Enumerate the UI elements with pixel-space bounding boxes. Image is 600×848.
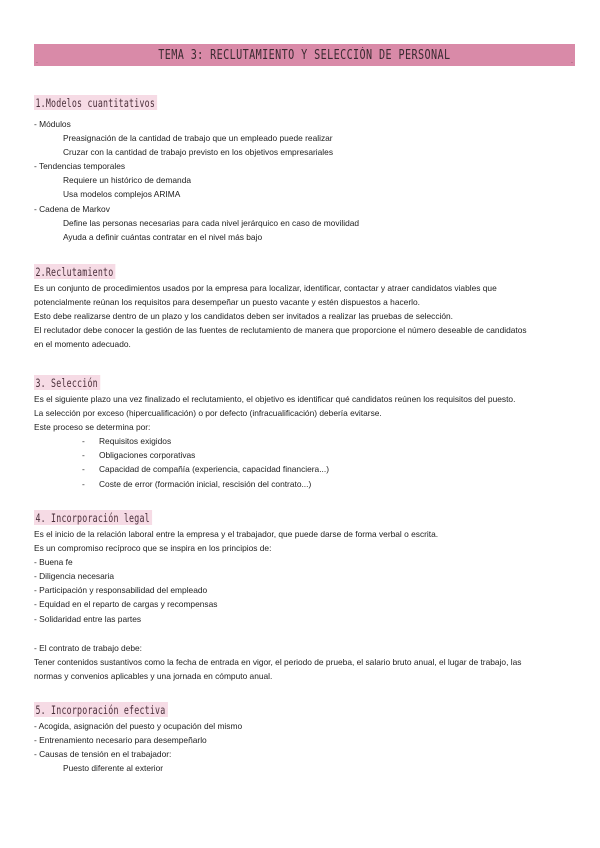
title-dot-left: .	[36, 58, 38, 65]
text-line: Esto debe realizarse dentro de un plazo y los candidatos deben ser invitados a realizar las pruebas de selección.	[34, 311, 454, 322]
section-incorporacion-efectiva	[34, 701, 220, 719]
section-contrato	[34, 641, 521, 683]
text-line: Es un conjunto de procedimientos usados por la empresa para localizar, identificar, contactar y atraer candidatos viables que	[34, 283, 497, 293]
text-line: - Equidad en el reparto de cargas y recompensas	[34, 599, 218, 610]
section-heading: 1.Modelos cuantitativos	[34, 95, 157, 110]
section-incorporacion-legal-body	[34, 527, 438, 626]
section-heading: 4. Incorporación legal	[34, 510, 152, 525]
list-item: - Coste de error (formación inicial, rescisión del contrato...)	[34, 477, 515, 491]
text-line: Ayuda a definir cuántas contratar en el nivel más bajo	[63, 231, 263, 242]
text-line: El reclutador debe conocer la gestión de las fuentes de reclutamiento de manera que proporcione el número deseable de candidatos	[34, 325, 527, 336]
text-line: Es un compromiso recíproco que se inspira en los principios de:	[34, 543, 272, 554]
text-line: Preasignación de la cantidad de trabajo que un empleado puede realizar	[63, 133, 333, 144]
section-modelos	[34, 94, 205, 112]
text-line: - Buena fe	[34, 557, 73, 568]
text-line: - Participación y responsabilidad del empleado	[34, 585, 208, 596]
text-line: Puesto diferente al exterior	[63, 763, 164, 774]
page-title: TEMA 3: RECLUTAMIENTO Y SELECCIÓN DE PERSONAL	[158, 47, 451, 63]
list-item: - Obligaciones corporativas	[34, 448, 515, 462]
text-line: Requiere un histórico de demanda	[63, 175, 192, 186]
section-heading: 3. Selección	[34, 375, 100, 390]
text-line: - Causas de tensión en el trabajador:	[34, 749, 172, 760]
title-bar	[34, 44, 575, 66]
section-seleccion-body	[34, 392, 515, 491]
text-line: - Cadena de Markov	[34, 203, 110, 214]
list-item-text: Coste de error (formación inicial, rescisión del contrato...)	[99, 478, 312, 489]
text-line: normas y convenios aplicables y una jornada en cómputo anual.	[34, 671, 273, 682]
section-reclutamiento-body	[34, 281, 527, 351]
text-line: Cruzar con la cantidad de trabajo previsto en los objetivos empresariales	[63, 147, 334, 158]
text-line: - Diligencia necesaria	[34, 571, 115, 582]
list-item-text: Requisitos exigidos	[99, 436, 172, 447]
list-item: - Capacidad de compañía (experiencia, capacidad financiera...)	[34, 462, 515, 476]
section-reclutamiento	[34, 263, 147, 281]
section-heading: 5. Incorporación efectiva	[34, 702, 168, 717]
text-line: Tener contenidos sustantivos como la fecha de entrada en vigor, el periodo de prueba, el salario bruto anual, el lugar de trabajo, las	[34, 657, 522, 668]
text-line: - Acogida, asignación del puesto y ocupación del mismo	[34, 721, 243, 731]
text-line: La selección por exceso (hipercualificación) o por defecto (infracualificación) debería evitarse.	[34, 408, 382, 419]
section-modelos-body	[34, 117, 359, 244]
text-line: Este proceso se determina por:	[34, 422, 151, 433]
list-item-text: Obligaciones corporativas	[99, 450, 196, 461]
text-line: potencialmente reúnan los requisitos para desempeñar un puesto vacante y estén dispuestos a hacerlo.	[34, 297, 420, 308]
text-line: - Entrenamiento necesario para desempeñarlo	[34, 735, 207, 746]
list-item: - Requisitos exigidos	[34, 434, 515, 448]
section-heading: 2.Reclutamiento	[34, 264, 116, 279]
text-line: - Tendencias temporales	[34, 161, 126, 172]
text-line: - El contrato de trabajo debe:	[34, 643, 143, 653]
text-line: en el momento adecuado.	[34, 339, 131, 350]
section-incorporacion-efectiva-body	[34, 719, 242, 775]
text-line: Define las personas necesarias para cada nivel jerárquico en caso de movilidad	[63, 217, 360, 228]
text-line: Es el inicio de la relación laboral entre la empresa y el trabajador, que puede darse de forma verbal o escrita.	[34, 529, 439, 539]
text-line: - Solidaridad entre las partes	[34, 613, 142, 624]
section-incorporacion-legal	[34, 509, 198, 527]
text-line: Es el siguiente plazo una vez finalizado el reclutamiento, el objetivo es identificar qué candidatos reúnen los requisitos del puesto.	[34, 394, 516, 404]
text-line: - Módulos	[34, 119, 71, 129]
title-dot-right: .	[571, 58, 573, 65]
section-seleccion	[34, 374, 126, 392]
list-item-text: Capacidad de compañía (experiencia, capacidad financiera...)	[99, 464, 329, 475]
text-line: Usa modelos complejos ARIMA	[63, 189, 181, 200]
